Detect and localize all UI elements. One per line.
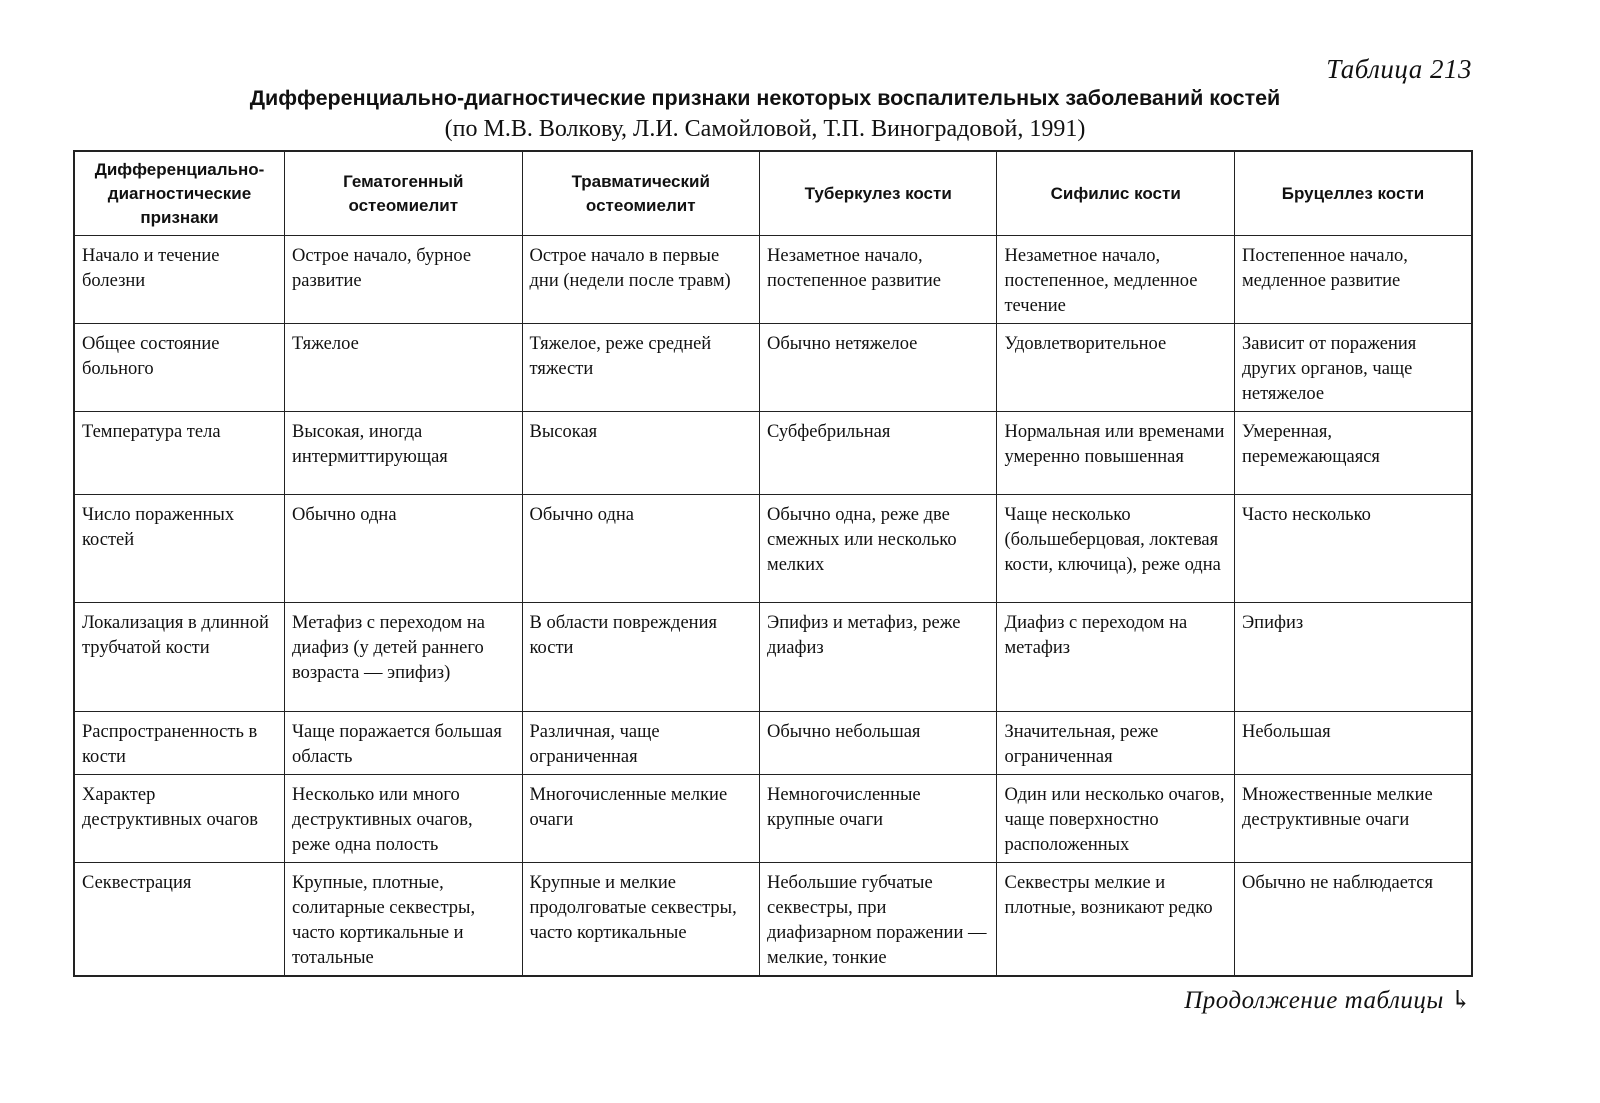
table-cell: Несколько или много деструктивных очагов, реже одна полость xyxy=(285,775,522,863)
table-row xyxy=(74,603,1472,712)
table-cell: Эпифиз и метафиз, реже диафиз xyxy=(759,603,996,712)
table-cell: Постепенное начало, медленное развитие xyxy=(1234,236,1472,324)
header-cell: Гематогенный остеомиелит xyxy=(285,151,522,236)
continuation-note: Продолжение таблицы ↳ xyxy=(1184,987,1472,1014)
table-cell: Нормальная или временами умеренно повышенная xyxy=(997,412,1234,495)
row-label: Начало и течение болезни xyxy=(74,236,285,324)
table-cell: Незаметное начало, постепенное, медленное течение xyxy=(997,236,1234,324)
table-cell: Обычно одна xyxy=(285,495,522,603)
row-label: Секвестрация xyxy=(74,863,285,977)
table-cell: Эпифиз xyxy=(1234,603,1472,712)
row-label: Общее состояние больного xyxy=(74,324,285,412)
table-row xyxy=(74,863,1472,977)
table-cell: Секвестры мелкие и плотные, возникают редко xyxy=(997,863,1234,977)
table-cell: Субфебрильная xyxy=(759,412,996,495)
table-cell: Значительная, реже ограниченная xyxy=(997,712,1234,775)
table-cell: Чаще поражается большая область xyxy=(285,712,522,775)
table-cell: Удовлетворительное xyxy=(997,324,1234,412)
table-cell: Небольшая xyxy=(1234,712,1472,775)
table-cell: Тяжелое, реже средней тяжести xyxy=(522,324,759,412)
row-label: Характер деструктивных очагов xyxy=(74,775,285,863)
table-cell: Небольшие губчатые секвестры, при диафизарном поражении — мелкие, тонкие xyxy=(759,863,996,977)
row-label: Локализация в длинной трубчатой кости xyxy=(74,603,285,712)
table-cell: В области повреждения кости xyxy=(522,603,759,712)
table-subtitle: (по М.В. Волкову, Л.И. Самойловой, Т.П. Виноградовой, 1991) xyxy=(444,116,1086,142)
header-row xyxy=(74,151,1472,236)
table-cell: Обычно одна, реже две смежных или несколько мелких xyxy=(759,495,996,603)
header-cell: Травматический остеомиелит xyxy=(522,151,759,236)
table-cell: Метафиз с переходом на диафиз (у детей раннего возраста — эпифиз) xyxy=(285,603,522,712)
table-cell: Обычно небольшая xyxy=(759,712,996,775)
table-title: Дифференциально-диагностические признаки некоторых воспалительных заболеваний костей xyxy=(249,86,1281,110)
table-cell: Множественные мелкие деструктивные очаги xyxy=(1234,775,1472,863)
header-cell: Бруцеллез кости xyxy=(1234,151,1472,236)
row-label: Распространенность в кости xyxy=(74,712,285,775)
table-cell: Диафиз с переходом на метафиз xyxy=(997,603,1234,712)
table-cell: Зависит от поражения других органов, чаще нетяжелое xyxy=(1234,324,1472,412)
header-cell: Туберкулез кости xyxy=(759,151,996,236)
table-cell: Немногочисленные крупные очаги xyxy=(759,775,996,863)
table-row xyxy=(74,236,1472,324)
row-label: Температура тела xyxy=(74,412,285,495)
table-row xyxy=(74,712,1472,775)
table-cell: Один или несколько очагов, чаще поверхностно расположенных xyxy=(997,775,1234,863)
row-label: Число пораженных костей xyxy=(74,495,285,603)
table-cell: Острое начало, бурное развитие xyxy=(285,236,522,324)
table-cell: Высокая, иногда интермиттирующая xyxy=(285,412,522,495)
table-cell: Крупные и мелкие продолговатые секвестры, часто кортикальные xyxy=(522,863,759,977)
table-row xyxy=(74,495,1472,603)
table-row xyxy=(74,324,1472,412)
table-cell: Чаще несколько (большеберцовая, локтевая кости, ключица), реже одна xyxy=(997,495,1234,603)
table-cell: Обычно не наблюдается xyxy=(1234,863,1472,977)
table-cell: Умеренная, перемежающаяся xyxy=(1234,412,1472,495)
table-cell: Различная, чаще ограниченная xyxy=(522,712,759,775)
table-cell: Высокая xyxy=(522,412,759,495)
table-cell: Острое начало в первые дни (недели после травм) xyxy=(522,236,759,324)
table-row xyxy=(74,412,1472,495)
table-cell: Часто несколько xyxy=(1234,495,1472,603)
diagnostic-table xyxy=(73,150,1473,977)
table-cell: Обычно нетяжелое xyxy=(759,324,996,412)
header-cell: Дифференциально-диагностические признаки xyxy=(74,151,285,236)
table-cell: Крупные, плотные, солитарные секвестры, часто кортикальные и тотальные xyxy=(285,863,522,977)
table-row xyxy=(74,775,1472,863)
table-cell: Незаметное начало, постепенное развитие xyxy=(759,236,996,324)
header-cell: Сифилис кости xyxy=(997,151,1234,236)
table-cell: Тяжелое xyxy=(285,324,522,412)
table-number: Таблица 213 xyxy=(1326,54,1472,84)
table-cell: Многочисленные мелкие очаги xyxy=(522,775,759,863)
table-cell: Обычно одна xyxy=(522,495,759,603)
